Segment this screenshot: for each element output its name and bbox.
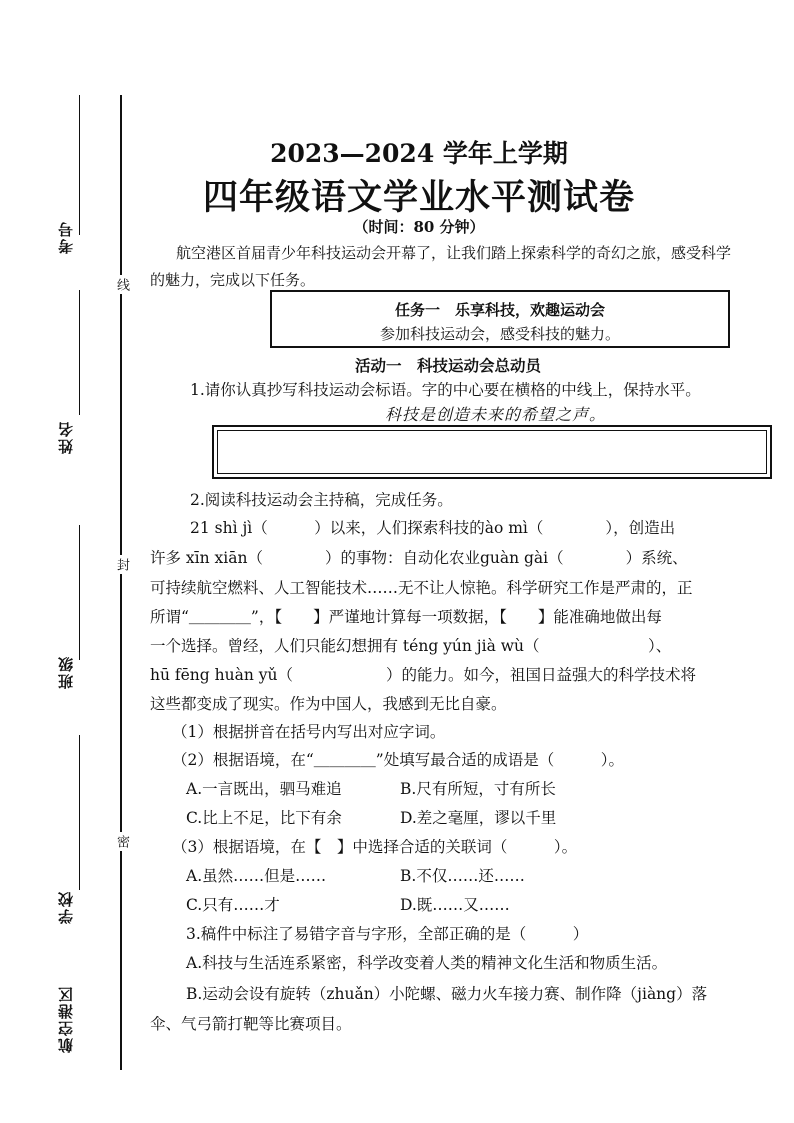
exam-title: 四年级语文学业水平测试卷 [202, 177, 635, 218]
q2-sub2-option-b: B.尺有所短，寸有所长 [400, 780, 556, 798]
year-title: 2023—2024 学年上学期 [270, 139, 568, 168]
class-label: 班级 [57, 655, 75, 689]
q2-sub2-option-d: D.差之毫厘，谬以千里 [400, 809, 557, 827]
q2-sub3-option-a: A.虽然……但是…… [186, 867, 327, 885]
passage-line-3: 可持续航空燃料、人工智能技术……无不让人惊艳。科学研究工作是严肃的，正 [150, 579, 693, 597]
q2-sub3-option-c: C.只有……才 [186, 896, 280, 914]
activity-heading: 活动一 科技运动会总动员 [355, 357, 542, 375]
q2-sub2: （2）根据语境，在“＿＿＿＿”处填写最合适的成语是（ ）。 [172, 751, 624, 769]
school-label: 学校 [57, 890, 75, 924]
task-subtitle: 参加科技运动会，感受科技的魅力。 [379, 325, 620, 343]
name-label: 姓名 [57, 420, 75, 454]
passage-line-6: hū fēng huàn yǔ（ ）的能力。如今，祖国日益强大的科学技术将 [150, 666, 696, 684]
q1-slogan: 科技是创造未来的希望之声。 [385, 405, 607, 424]
passage-line-2: 许多 xīn xiān（ ）的事物：自动化农业guàn gài（ ）系统、 [150, 549, 688, 567]
q3-option-a: A.科技与生活连系紧密，科学改变着人类的精神文化生活和物质生活。 [186, 954, 668, 972]
district-label: 航空港区 [57, 985, 75, 1053]
q1-prompt: 1.请你认真抄写科技运动会标语。字的中心要在横格的中线上，保持水平。 [190, 381, 701, 399]
q2-sub3-option-d: D.既……又…… [400, 896, 510, 914]
seal-tick-seal: 封 [112, 555, 131, 574]
q2-sub3-option-b: B.不仅……还…… [400, 867, 525, 885]
intro-paragraph: 航空港区首届青少年科技运动会开幕了，让我们踏上探索科学的奇幻之旅，感受科学的魅力，完成以下任务。 [150, 244, 732, 289]
seal-tick-secret: 密 [112, 832, 131, 851]
passage-line-7: 这些都变成了现实。作为中国人，我感到无比自豪。 [150, 695, 507, 713]
passage-line-1: 21 shì jì（ ）以来，人们探索科技的ào mì（ ），创造出 [190, 519, 676, 537]
copy-writing-inner-frame [217, 430, 767, 474]
q2-sub3: （3）根据语境，在【 】中选择合适的关联词（ ）。 [172, 838, 578, 856]
task-box [270, 290, 730, 348]
q2-sub2-option-c: C.比上不足，比下有余 [186, 809, 342, 827]
passage-line-4: 所谓“＿＿＿＿”，【 】严谨地计算每一项数据，【 】能准确地做出每 [150, 608, 662, 626]
passage-line-5: 一个选择。曾经，人们只能幻想拥有 téng yún jià wù（ ）、 [150, 637, 672, 655]
seal-tick-line: 线 [112, 275, 131, 294]
time-note: （时间：80 分钟） [353, 218, 485, 236]
q2-sub1: （1）根据拼音在括号内写出对应字词。 [172, 723, 446, 741]
seal-line [120, 95, 122, 1070]
q3-option-b-line2: 伞、气弓箭打靶等比赛项目。 [150, 1015, 352, 1033]
binding-line-3 [79, 525, 80, 660]
q3-prompt: 3.稿件中标注了易错字音与字形，全部正确的是（ ） [186, 925, 589, 943]
copy-writing-box[interactable] [212, 425, 772, 479]
binding-line-2 [79, 290, 80, 415]
q2-prompt: 2.阅读科技运动会主持稿，完成任务。 [190, 491, 453, 509]
q2-sub2-option-a: A.一言既出，驷马难追 [186, 780, 342, 798]
task-title: 任务一 乐享科技，欢趣运动会 [394, 301, 605, 319]
q3-option-b-line1: B.运动会设有旋转（zhuǎn）小陀螺、磁力火车接力赛、制作降（jiàng）落 [186, 985, 708, 1003]
exam-number-label: 考号 [57, 220, 75, 254]
binding-line-4 [79, 735, 80, 890]
